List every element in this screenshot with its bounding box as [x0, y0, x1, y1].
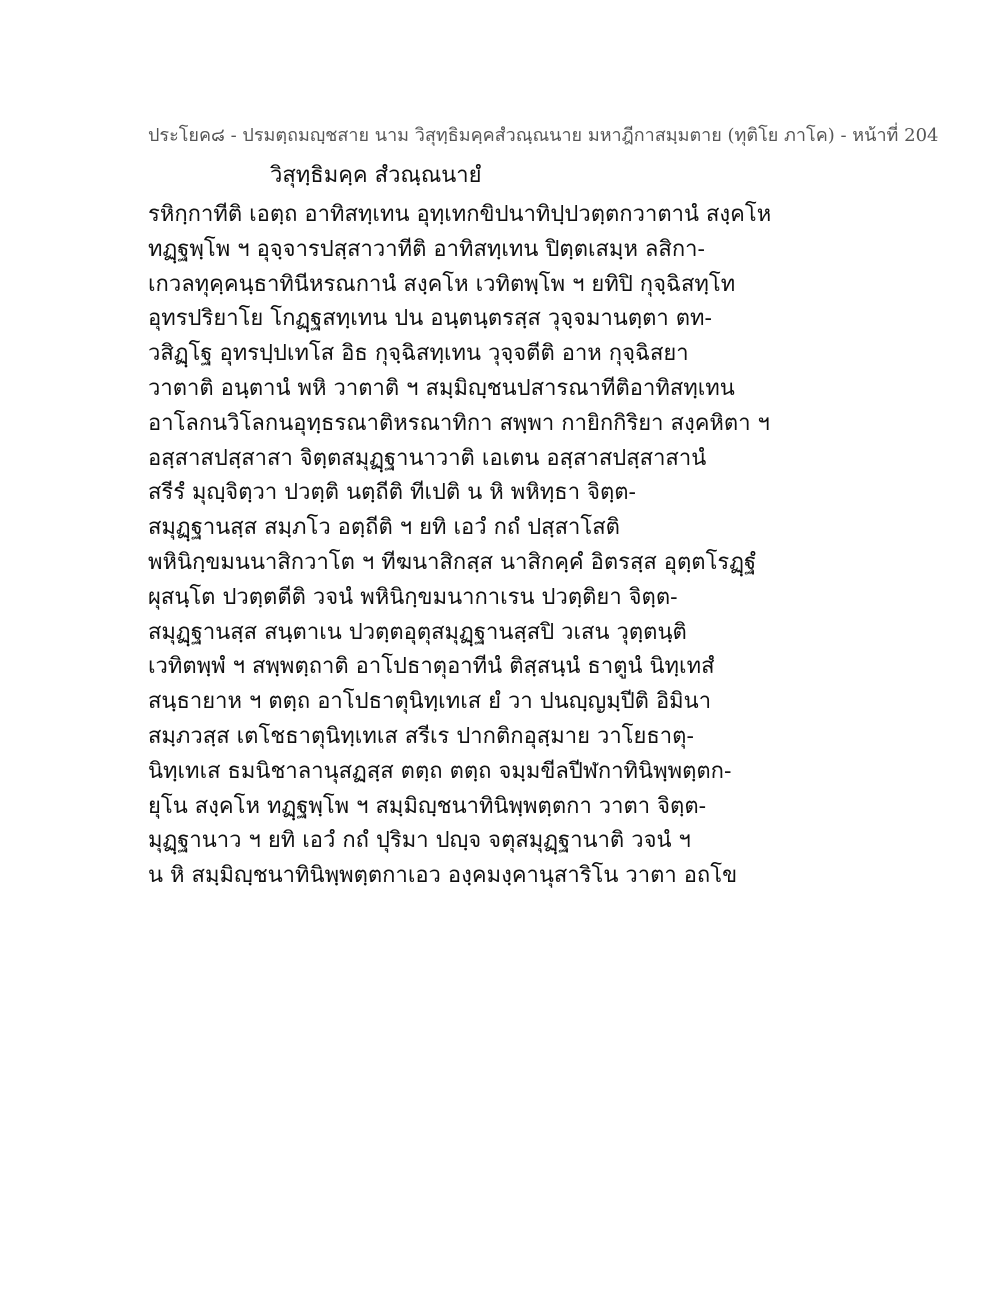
- text-line: เวทิตพฺพํ ฯ สพฺพตฺถาติ อาโปธาตุอาทีนํ ติสฺสนฺนํ ธาตูนํ นิทฺเทสํ: [148, 654, 715, 680]
- text-line: พหินิกฺขมนนาสิกวาโต ฯ ทีฆนาสิกสฺส นาสิกคฺคํ อิตรสฺส อุตฺตโรฏฺฐํ: [148, 549, 757, 575]
- text-line: ผุสนฺโต ปวตฺตตีติ วจนํ พหินิกฺขมนากาเรน ปวตฺติยา จิตฺต-: [148, 584, 678, 610]
- text-line: วสิฏฺโฐ อุทรปฺปเทโส อิธ กุจฺฉิสทฺเทน วุจฺจตีติ อาห กุจฺฉิสยา: [148, 341, 689, 367]
- text-line: น หิ สมฺมิญฺชนาทินิพฺพตฺตกาเอว องฺคมงฺคานุสาริโน วาตา อถโข: [148, 863, 738, 889]
- text-line: เกวลทุคฺคนฺธาทินีหรณกานํ สงฺคโห เวทิตพฺโพ ฯ ยทิปิ กุจฺฉิสทฺโท: [148, 271, 736, 297]
- text-line: อสฺสาสปสฺสาสา จิตฺตสมุฏฺฐานาวาติ เอเตน อสฺสาสปสฺสาสานํ: [148, 445, 707, 471]
- text-line: มุฏฺฐานาว ฯ ยทิ เอวํ กถํ ปุริมา ปญฺจ จตุสมุฏฺฐานาติ วจนํ ฯ: [148, 828, 691, 854]
- section-title: วิสุทฺธิมคฺค สํวณฺณนายํ: [270, 163, 482, 188]
- text-line: สมฺภวสฺส เตโชธาตุนิทฺเทเส สรีเร ปากติกอุสฺมาย วาโยธาตุ-: [148, 723, 694, 749]
- text-line: อาโลกนวิโลกนอุทฺธรณาติหรณาทิกา สพฺพา กายิกกิริยา สงฺคหิตา ฯ: [148, 410, 770, 436]
- text-line: สรีรํ มุญฺจิตฺวา ปวตฺติ นตฺถีติ ทีเปติ น หิ พหิทฺธา จิตฺต-: [148, 480, 636, 506]
- text-line: รหิกฺกาทีติ เอตฺถ อาทิสทฺเทน อุทฺเทกขิปนาทิปฺปวตฺตกวาตานํ สงฺคโห: [148, 202, 772, 227]
- body-text: [148, 200, 848, 896]
- text-line: นิทฺเทเส ธมนิชาลานุสฏสฺส ตตฺถ ตตฺถ จมฺมขีลปีฬกาทินิพฺพตฺตก-: [148, 758, 732, 784]
- text-line: ทฏฺฐพฺโพ ฯ อุจฺจารปสฺสาวาทีติ อาทิสทฺเทน ปิตฺตเสมฺห ลสิกา-: [148, 236, 705, 262]
- text-line: อุทรปริยาโย โกฏฺฐสทฺเทน ปน อนฺตนฺตรสฺส วุจฺจมานตฺตา ตท-: [148, 306, 712, 332]
- text-line: สมุฏฺฐานสฺส สนฺตาเน ปวตฺตอุตุสมุฏฺฐานสฺสปิ วเสน วุตฺตนฺติ: [148, 619, 687, 645]
- text-line: สนฺธายาห ฯ ตตฺถ อาโปธาตุนิทฺเทเส ยํ วา ปนญฺญมฺปีติ อิมินา: [148, 689, 712, 715]
- running-header: ประโยค๘ - ปรมตฺถมญฺชสาย นาม วิสุทฺธิมคฺคสํวณฺณนาย มหาฎีกาสมฺมตาย (ทุติโย ภาโค) - หน้าที่ 204: [148, 125, 939, 146]
- text-line: ยุโน สงฺคโห ทฏฺฐพฺโพ ฯ สมฺมิญฺชนาทินิพฺพตฺตกา วาตา จิตฺต-: [148, 793, 707, 819]
- text-line: วาตาติ อนฺตานํ พหิ วาตาติ ฯ สมฺมิญฺชนปสารณาทีติอาทิสทฺเทน: [148, 375, 735, 401]
- text-line: สมุฏฺฐานสฺส สมฺภโว อตฺถีติ ฯ ยทิ เอวํ กถํ ปสฺสาโสติ: [148, 515, 620, 541]
